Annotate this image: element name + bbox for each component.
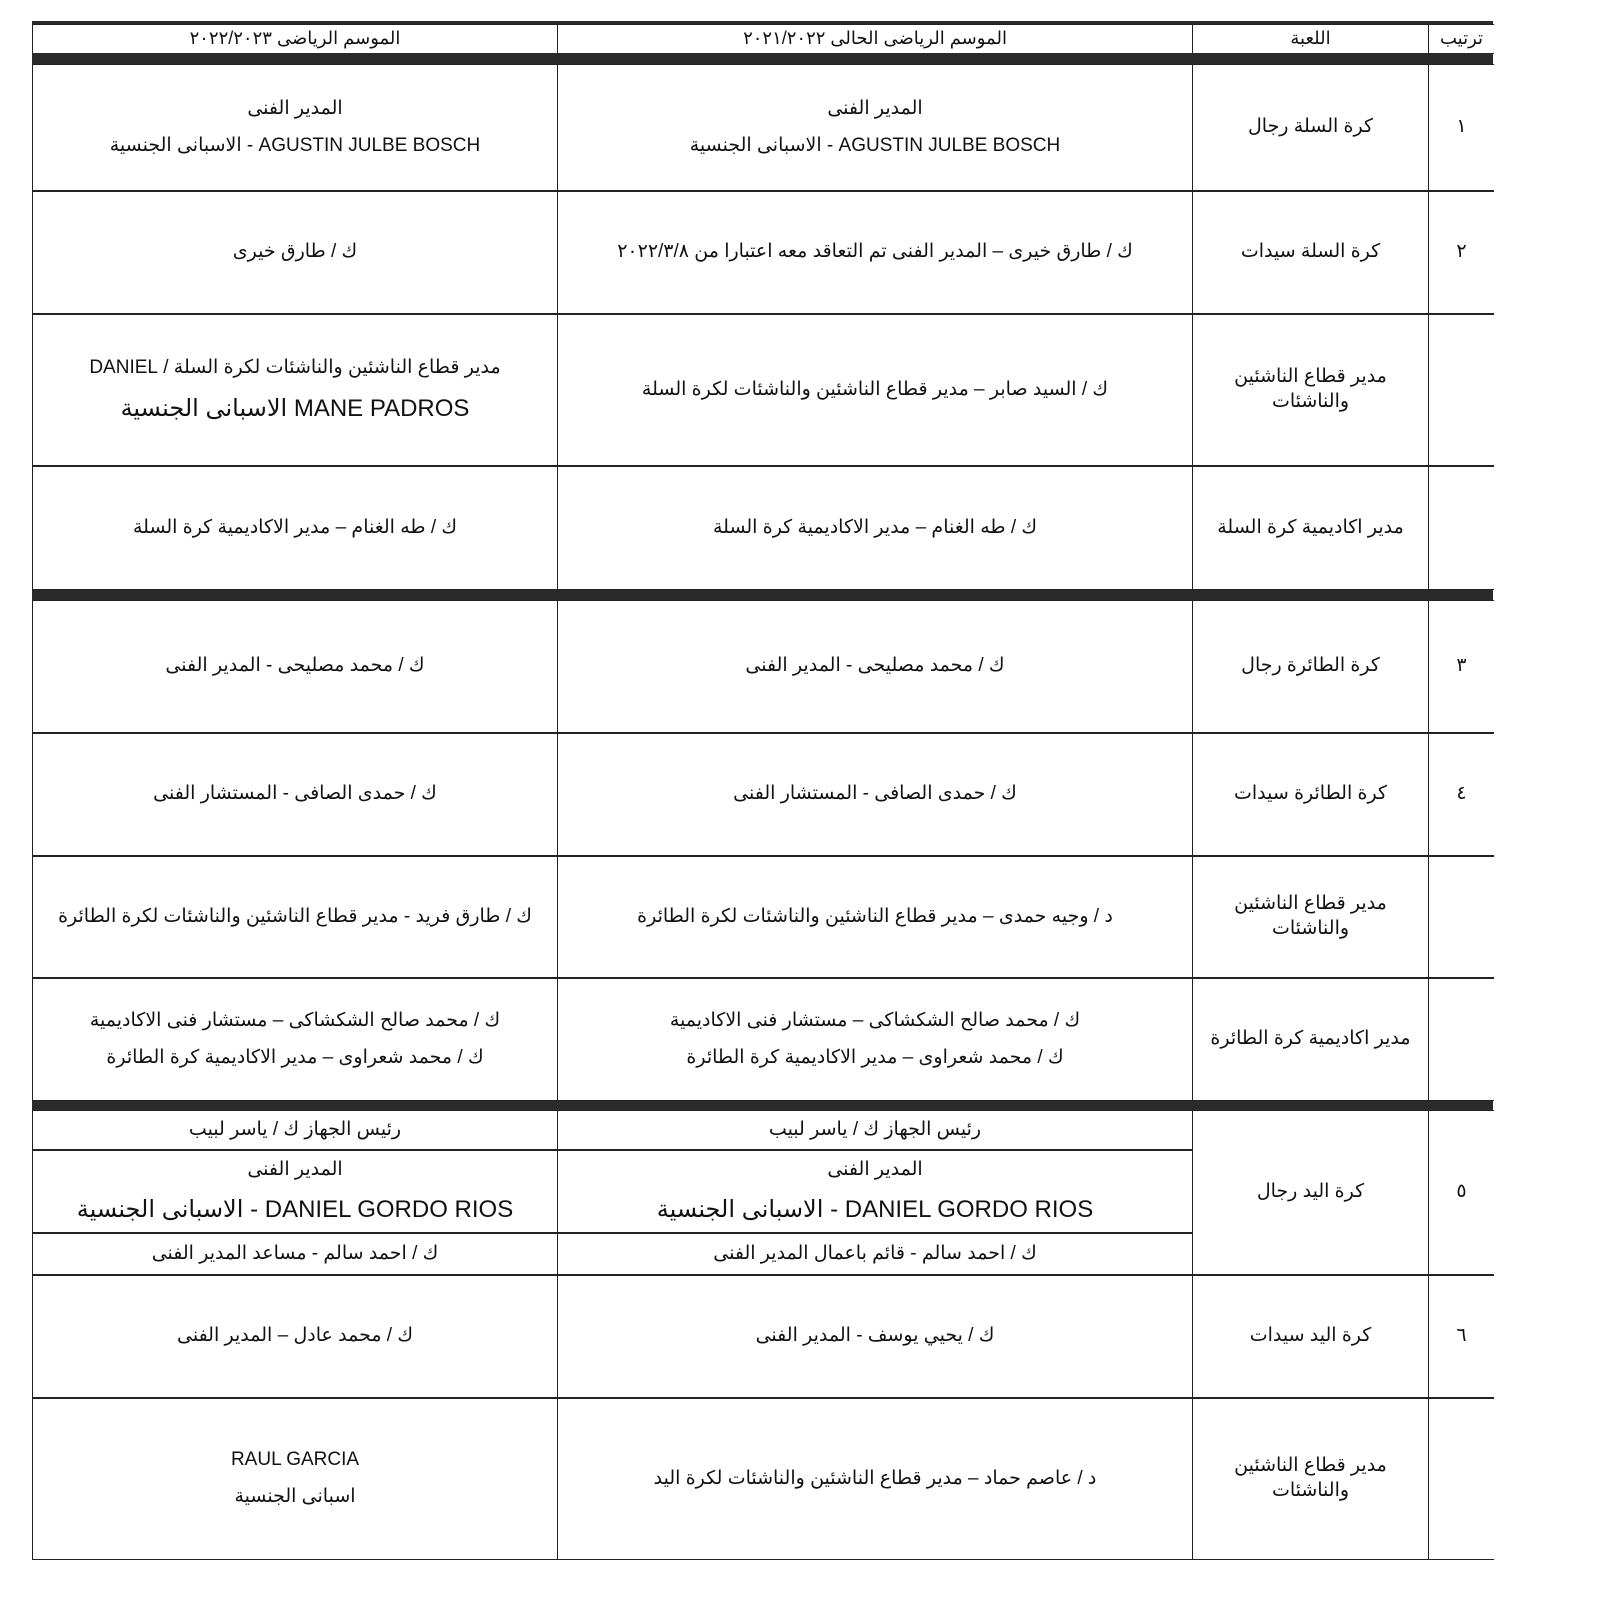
current-season-cell: [557, 1398, 1193, 1560]
cell-text: مدير اكاديمية كرة السلة: [1217, 516, 1404, 538]
cell-text: ك / محمد صالح الشكشاكى – مستشار فنى الاكاديمية: [669, 1009, 1081, 1031]
cell-text: ك / طارق خيرى – المدير الفنى تم التعاقد معه اعتبارا من ٢٠٢٢/٣/٨: [617, 241, 1133, 263]
rank-cell: [1428, 1275, 1494, 1398]
current-season-cell: [557, 733, 1193, 856]
rank-cell: [1428, 733, 1494, 856]
next-season-cell: [32, 1233, 558, 1275]
cell-text: ك / محمد مصليحى - المدير الفنى: [745, 655, 1005, 677]
sport-cell: [1192, 856, 1429, 978]
cell-text: كرة اليد رجال: [1256, 1181, 1365, 1203]
current-season-cell: [557, 64, 1193, 191]
cell-text: ك / محمد شعراوى – مدير الاكاديمية كرة الطائرة: [686, 1046, 1064, 1068]
sport-cell: [1192, 314, 1429, 466]
cell-text: ك / طارق خيرى: [232, 241, 358, 263]
cell-text: ك / احمد سالم - قائم باعمال المدير الفنى: [713, 1242, 1037, 1264]
cell-text: مدير اكاديمية كرة الطائرة: [1210, 1028, 1411, 1050]
header-text: اللعبة: [1290, 28, 1331, 49]
cell-text: ٤: [1456, 783, 1467, 805]
rank-cell: [1428, 1110, 1494, 1275]
next-season-cell: [32, 1275, 558, 1398]
cell-text: ك / محمد مصليحى - المدير الفنى: [165, 655, 425, 677]
current-season-cell: [557, 600, 1193, 733]
cell-text: المدير الفنى: [827, 1158, 923, 1180]
current-season-cell: [557, 1110, 1193, 1150]
cell-text: رئيس الجهاز ك / ياسر لبيب: [188, 1118, 402, 1140]
rank-cell: [1428, 466, 1494, 590]
cell-text: ك / حمدى الصافى - المستشار الفنى: [733, 783, 1017, 805]
rank-cell: [1428, 64, 1494, 191]
cell-text: رئيس الجهاز ك / ياسر لبيب: [768, 1118, 982, 1140]
header-rank: [1428, 24, 1494, 54]
next-season-cell: [32, 1110, 558, 1150]
rank-cell: [1428, 600, 1494, 733]
cell-text: DANIEL GORDO RIOS - الاسبانى الجنسية: [656, 1196, 1094, 1224]
current-season-cell: [557, 466, 1193, 590]
cell-text: ك / يحيي يوسف - المدير الفنى: [755, 1325, 995, 1347]
cell-text: ٥: [1456, 1181, 1467, 1203]
cell-text: د / عاصم حماد – مدير قطاع الناشئين والناشئات لكرة اليد: [653, 1467, 1097, 1489]
header-text: ترتيب: [1439, 28, 1484, 49]
sport-cell: [1192, 64, 1429, 191]
current-season-cell: [557, 314, 1193, 466]
next-season-cell: [32, 191, 558, 314]
current-season-cell: [557, 1150, 1193, 1233]
section-divider: [32, 590, 1493, 600]
cell-text: ٢: [1456, 241, 1467, 263]
cell-text: مدير قطاع الناشئين والناشئات: [1234, 893, 1387, 939]
cell-text: AGUSTIN JULBE BOSCH - الاسبانى الجنسية: [689, 134, 1061, 156]
next-season-cell: [32, 600, 558, 733]
section-divider: [32, 1101, 1493, 1110]
sport-cell: [1192, 600, 1429, 733]
next-season-cell: [32, 733, 558, 856]
next-season-cell: [32, 978, 558, 1101]
cell-text: ك / احمد سالم - مساعد المدير الفنى: [151, 1242, 439, 1264]
cell-text: ١: [1456, 116, 1467, 138]
cell-text: ك / طارق فريد - مدير قطاع الناشئين والناشئات لكرة الطائرة: [58, 905, 532, 927]
next-season-cell: [32, 64, 558, 191]
cell-text: مدير قطاع الناشئين والناشئات لكرة السلة / DANIEL: [89, 357, 501, 379]
cell-text: ك / محمد شعراوى – مدير الاكاديمية كرة الطائرة: [106, 1046, 484, 1068]
cell-text: كرة السلة رجال: [1247, 116, 1374, 138]
cell-text: ك / السيد صابر – مدير قطاع الناشئين والناشئات لكرة السلة: [641, 378, 1109, 400]
current-season-cell: [557, 1275, 1193, 1398]
cell-text: المدير الفنى: [247, 1158, 343, 1180]
header-next-season: [32, 24, 558, 54]
cell-text: كرة السلة سيدات: [1240, 241, 1381, 263]
sport-cell: [1192, 1398, 1429, 1560]
cell-text: ك / طه الغنام – مدير الاكاديمية كرة السلة: [712, 516, 1038, 538]
current-season-cell: [557, 856, 1193, 978]
sport-cell: [1192, 191, 1429, 314]
cell-text: ٦: [1456, 1325, 1467, 1347]
rank-cell: [1428, 856, 1494, 978]
next-season-cell: [32, 466, 558, 590]
cell-text: المدير الفنى: [827, 97, 923, 119]
cell-text: مدير قطاع الناشئين والناشئات: [1234, 366, 1387, 412]
cell-text: ك / طه الغنام – مدير الاكاديمية كرة السلة: [132, 516, 458, 538]
rank-cell: [1428, 314, 1494, 466]
cell-text: ك / حمدى الصافى - المستشار الفنى: [153, 783, 437, 805]
cell-text: ٣: [1456, 655, 1467, 677]
header-sport: [1192, 24, 1429, 54]
rank-cell: [1428, 1398, 1494, 1560]
cell-text: DANIEL GORDO RIOS - الاسبانى الجنسية: [76, 1196, 514, 1224]
current-season-cell: [557, 978, 1193, 1101]
rank-cell: [1428, 978, 1494, 1101]
current-season-cell: [557, 191, 1193, 314]
sport-cell: [1192, 466, 1429, 590]
cell-text: كرة الطائرة سيدات: [1234, 783, 1388, 805]
next-season-cell: [32, 856, 558, 978]
cell-text: كرة اليد سيدات: [1249, 1325, 1372, 1347]
sport-cell: [1192, 978, 1429, 1101]
header-current-season: [557, 24, 1193, 54]
cell-text: ك / محمد عادل – المدير الفنى: [177, 1325, 414, 1347]
next-season-cell: [32, 1150, 558, 1233]
current-season-cell: [557, 1233, 1193, 1275]
cell-text: المدير الفنى: [247, 97, 343, 119]
rank-cell: [1428, 191, 1494, 314]
cell-text: RAUL GARCIA: [230, 1449, 360, 1471]
sport-cell: [1192, 733, 1429, 856]
cell-text: AGUSTIN JULBE BOSCH - الاسبانى الجنسية: [109, 134, 481, 156]
header-text: الموسم الرياضى الحالى ٢٠٢١/٢٠٢٢: [743, 28, 1007, 49]
sport-cell: [1192, 1110, 1429, 1275]
section-divider: [32, 53, 1493, 64]
cell-text: كرة الطائرة رجال: [1241, 655, 1380, 677]
next-season-cell: [32, 1398, 558, 1560]
cell-text: اسبانى الجنسية: [234, 1486, 356, 1507]
cell-text: د / وجيه حمدى – مدير قطاع الناشئين والناشئات لكرة الطائرة: [637, 905, 1113, 927]
cell-text: MANE PADROS الاسبانى الجنسية: [120, 394, 470, 422]
cell-text: ك / محمد صالح الشكشاكى – مستشار فنى الاكاديمية: [89, 1009, 501, 1031]
sport-cell: [1192, 1275, 1429, 1398]
header-text: الموسم الرياضى ٢٠٢٢/٢٠٢٣: [189, 28, 401, 49]
next-season-cell: [32, 314, 558, 466]
cell-text: مدير قطاع الناشئين والناشئات: [1234, 1455, 1387, 1501]
